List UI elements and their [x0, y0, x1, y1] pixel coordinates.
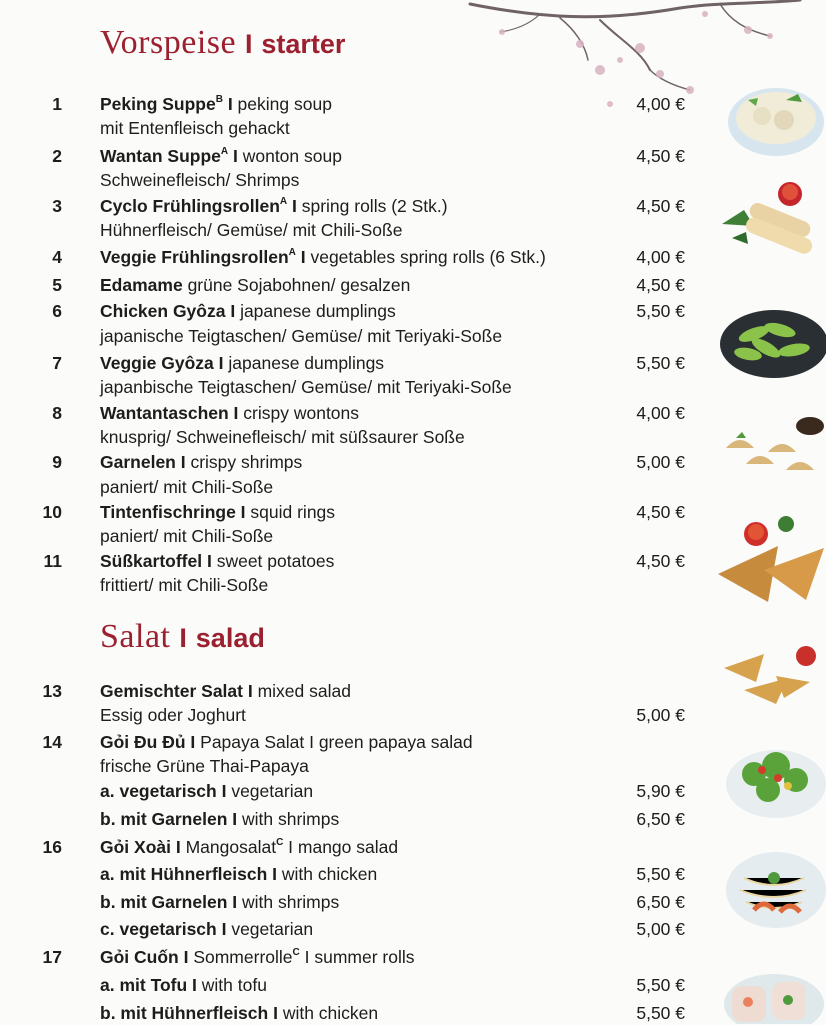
menu-item-row: [0, 835, 826, 859]
item-description: knusprig/ Schweinefleisch/ mit süßsaurer Soße: [100, 427, 465, 447]
item-title: [100, 1001, 378, 1025]
item-translation: mixed salad: [257, 681, 351, 701]
item-title: [100, 779, 313, 803]
item-separator: I: [235, 502, 251, 522]
item-separator: I: [222, 94, 238, 114]
item-description: frische Grüne Thai-Papaya: [100, 756, 309, 776]
item-title: [100, 945, 415, 969]
gyoza-photo: [716, 408, 826, 492]
item-translation: japanese dumplings: [228, 353, 385, 373]
item-description: mit Entenfleisch gehackt: [100, 118, 290, 138]
item-title: [100, 273, 410, 297]
item-title: [100, 500, 335, 524]
item-price: 4,00 €: [636, 247, 685, 267]
menu-item-description-row: [0, 168, 826, 192]
item-separator: I: [202, 551, 217, 571]
item-name: b. mit Garnelen: [100, 892, 228, 912]
item-price: 4,00 €: [636, 403, 685, 423]
item-name: b. mit Hühnerfleisch: [100, 1003, 269, 1023]
item-translation: squid rings: [250, 502, 336, 522]
item-price: 5,50 €: [636, 353, 685, 373]
menu-item-row: [0, 194, 826, 218]
item-price: 5,90 €: [636, 781, 685, 801]
item-translation: with chicken: [281, 864, 378, 884]
menu-item-row: [0, 450, 826, 474]
soup-bowl-photo: [716, 78, 826, 164]
item-description: japanbische Teigtaschen/ Gemüse/ mit Teriyaki-Soße: [100, 377, 512, 397]
item-translation: vegetarian: [231, 781, 314, 801]
item-number: 8: [52, 403, 62, 423]
item-number: 3: [52, 196, 62, 216]
item-translation: crispy shrimps: [190, 452, 303, 472]
item-translation: with shrimps: [241, 892, 340, 912]
item-name: Gỏi Đu Đủ: [100, 732, 186, 752]
sweet-potato-triangles-photo: [714, 510, 826, 610]
item-translation-english: I mango salad: [283, 837, 399, 857]
item-title: [100, 890, 339, 914]
item-price: 5,00 €: [636, 452, 685, 472]
section-heading-starter: Vorspeise I starter: [100, 24, 346, 61]
item-name: Gỏi Xoài: [100, 837, 171, 857]
item-separator: I: [187, 975, 202, 995]
item-title: [100, 807, 339, 831]
item-name: b. mit Garnelen: [100, 809, 228, 829]
item-separator: I: [268, 1003, 283, 1023]
allergen-marker: A: [220, 146, 229, 157]
item-translation: japanese dumplings: [240, 301, 396, 321]
item-translation: with tofu: [201, 975, 267, 995]
item-number: 2: [52, 146, 62, 166]
item-number: 10: [42, 502, 62, 522]
item-name: Chicken Gyôza: [100, 301, 226, 321]
item-price: 4,50 €: [636, 196, 685, 216]
item-separator: I: [287, 196, 302, 216]
item-separator: I: [295, 247, 311, 267]
item-number: 17: [42, 947, 62, 967]
item-price: 4,00 €: [636, 94, 685, 114]
item-separator: I: [227, 809, 242, 829]
item-number: 16: [42, 837, 62, 857]
menu-item-description-row: [0, 524, 826, 548]
mixed-salad-photo: [714, 730, 826, 826]
item-price: 6,50 €: [636, 892, 685, 912]
menu-item-row: [0, 351, 826, 375]
item-price: 5,50 €: [636, 1003, 685, 1023]
item-description: Schweinefleisch/ Shrimps: [100, 170, 300, 190]
item-price: 5,00 €: [636, 919, 685, 939]
item-translation: with shrimps: [241, 809, 340, 829]
item-separator: I: [178, 947, 194, 967]
item-separator: I: [225, 301, 241, 321]
menu-item-row: [0, 500, 826, 524]
item-title: [100, 401, 359, 425]
menu-item-description-row: [0, 573, 826, 597]
item-number: 4: [52, 247, 62, 267]
papaya-salad-photo: [714, 838, 826, 938]
item-number: 5: [52, 275, 62, 295]
item-name: Gemischter Salat: [100, 681, 243, 701]
item-title: [100, 450, 302, 474]
allergen-marker: B: [215, 94, 223, 105]
item-number: 11: [43, 551, 62, 571]
item-description: frittiert/ mit Chili-Soße: [100, 575, 269, 595]
item-title: [100, 730, 473, 754]
menu-item-row: [0, 679, 826, 703]
item-price: 5,50 €: [636, 864, 685, 884]
item-translation: Papaya Salat I green papaya salad: [200, 732, 473, 752]
menu-item-row: [0, 890, 826, 914]
item-name: a. mit Hühnerfleisch: [100, 864, 268, 884]
edamame-photo: [714, 300, 826, 384]
menu-item-row: [0, 1001, 826, 1025]
menu-item-row: [0, 779, 826, 803]
menu-item-row: [0, 973, 826, 997]
allergen-marker: A: [288, 247, 296, 258]
menu-item-row: [0, 730, 826, 754]
menu-item-row: [0, 92, 826, 116]
item-translation: wonton soup: [242, 146, 342, 166]
menu-item-row: [0, 917, 826, 941]
item-translation: grüne Sojabohnen/ gesalzen: [187, 275, 411, 295]
item-translation: spring rolls (2 Stk.): [301, 196, 448, 216]
item-price: 4,50 €: [636, 275, 685, 295]
item-separator: I: [185, 732, 201, 752]
item-price: 5,50 €: [636, 975, 685, 995]
item-separator: I: [216, 781, 232, 801]
item-translation: Sommerrolle: [193, 947, 293, 967]
item-title: [100, 862, 377, 886]
item-separator: I: [216, 919, 232, 939]
item-separator: I: [175, 452, 191, 472]
item-number: 1: [52, 94, 62, 114]
menu-item-row: [0, 245, 826, 269]
item-title: [100, 549, 334, 573]
item-name: a. mit Tofu: [100, 975, 188, 995]
item-separator: I: [242, 681, 258, 701]
summer-rolls-photo: [714, 960, 826, 1024]
item-title: [100, 245, 546, 269]
item-translation: vegetarian: [231, 919, 314, 939]
menu-item-row: [0, 273, 826, 297]
item-description: Hühnerfleisch/ Gemüse/ mit Chili-Soße: [100, 220, 403, 240]
item-translation: peking soup: [237, 94, 332, 114]
item-separator: I: [227, 892, 242, 912]
item-title: [100, 351, 384, 375]
item-translation: with chicken: [282, 1003, 379, 1023]
item-name: Veggie Gyôza: [100, 353, 214, 373]
item-number: 6: [52, 301, 62, 321]
menu-item-row: [0, 945, 826, 969]
item-title: [100, 835, 398, 859]
item-description: japanische Teigtaschen/ Gemüse/ mit Teriyaki-Soße: [100, 326, 503, 346]
item-price: 6,50 €: [636, 809, 685, 829]
menu-item-row: [0, 299, 826, 323]
item-name: Süßkartoffel: [100, 551, 203, 571]
item-title: [100, 299, 396, 323]
item-price: 4,50 €: [636, 551, 685, 571]
item-separator: I: [228, 403, 244, 423]
allergen-marker: C: [276, 837, 284, 848]
item-title: [100, 679, 351, 703]
item-price: 4,50 €: [636, 502, 685, 522]
allergen-marker: C: [292, 947, 300, 958]
allergen-marker: A: [279, 196, 288, 207]
menu-item-row: [0, 862, 826, 886]
menu-item-description-row: [0, 475, 826, 499]
item-price: 5,50 €: [636, 301, 685, 321]
item-name: Gỏi Cuốn: [100, 947, 179, 967]
item-title: [100, 194, 448, 218]
item-translation: sweet potatoes: [216, 551, 335, 571]
item-translation: Mangosalat: [185, 837, 277, 857]
menu-item-description-row: [0, 375, 826, 399]
menu-item-description-row: [0, 116, 826, 140]
menu-item-row: [0, 549, 826, 573]
menu-item-description-row: [0, 324, 826, 348]
item-number: 7: [52, 353, 62, 373]
section-heading-salad: Salat I salad: [100, 618, 265, 655]
fried-shrimps-photo: [714, 638, 826, 710]
item-title: [100, 144, 342, 168]
item-title: [100, 917, 313, 941]
item-title: [100, 973, 267, 997]
menu-item-description-row: [0, 218, 826, 242]
item-translation: crispy wontons: [243, 403, 360, 423]
item-name: c. vegetarisch: [100, 919, 217, 939]
item-number: 14: [42, 732, 62, 752]
item-name: Tintenfischringe: [100, 502, 236, 522]
menu-item-row: [0, 401, 826, 425]
menu-item-description-row: [0, 425, 826, 449]
item-price: 5,00 €: [636, 705, 685, 725]
item-name: Cyclo Frühlingsrollen: [100, 196, 280, 216]
item-translation-english: I summer rolls: [299, 947, 415, 967]
item-number: 9: [52, 452, 62, 472]
item-title: [100, 92, 332, 116]
item-translation: vegetables spring rolls (6 Stk.): [310, 247, 546, 267]
item-name: Garnelen: [100, 452, 176, 472]
item-name: Peking Suppe: [100, 94, 216, 114]
item-price: 4,50 €: [636, 146, 685, 166]
item-separator: I: [267, 864, 282, 884]
menu-item-row: [0, 807, 826, 831]
item-number: 13: [42, 681, 62, 701]
item-separator: I: [170, 837, 186, 857]
menu-item-description-row: [0, 703, 826, 727]
menu-item-row: [0, 144, 826, 168]
item-name: a. vegetarisch: [100, 781, 217, 801]
item-separator: I: [213, 353, 229, 373]
spring-rolls-photo: [714, 178, 826, 272]
item-description: paniert/ mit Chili-Soße: [100, 477, 274, 497]
item-name: Wantantaschen: [100, 403, 229, 423]
item-separator: I: [228, 146, 243, 166]
item-name: Veggie Frühlingsrollen: [100, 247, 289, 267]
item-description: paniert/ mit Chili-Soße: [100, 526, 274, 546]
item-description: Essig oder Joghurt: [100, 705, 246, 725]
menu-item-description-row: [0, 754, 826, 778]
item-name: Edamame: [100, 275, 183, 295]
item-name: Wantan Suppe: [100, 146, 221, 166]
